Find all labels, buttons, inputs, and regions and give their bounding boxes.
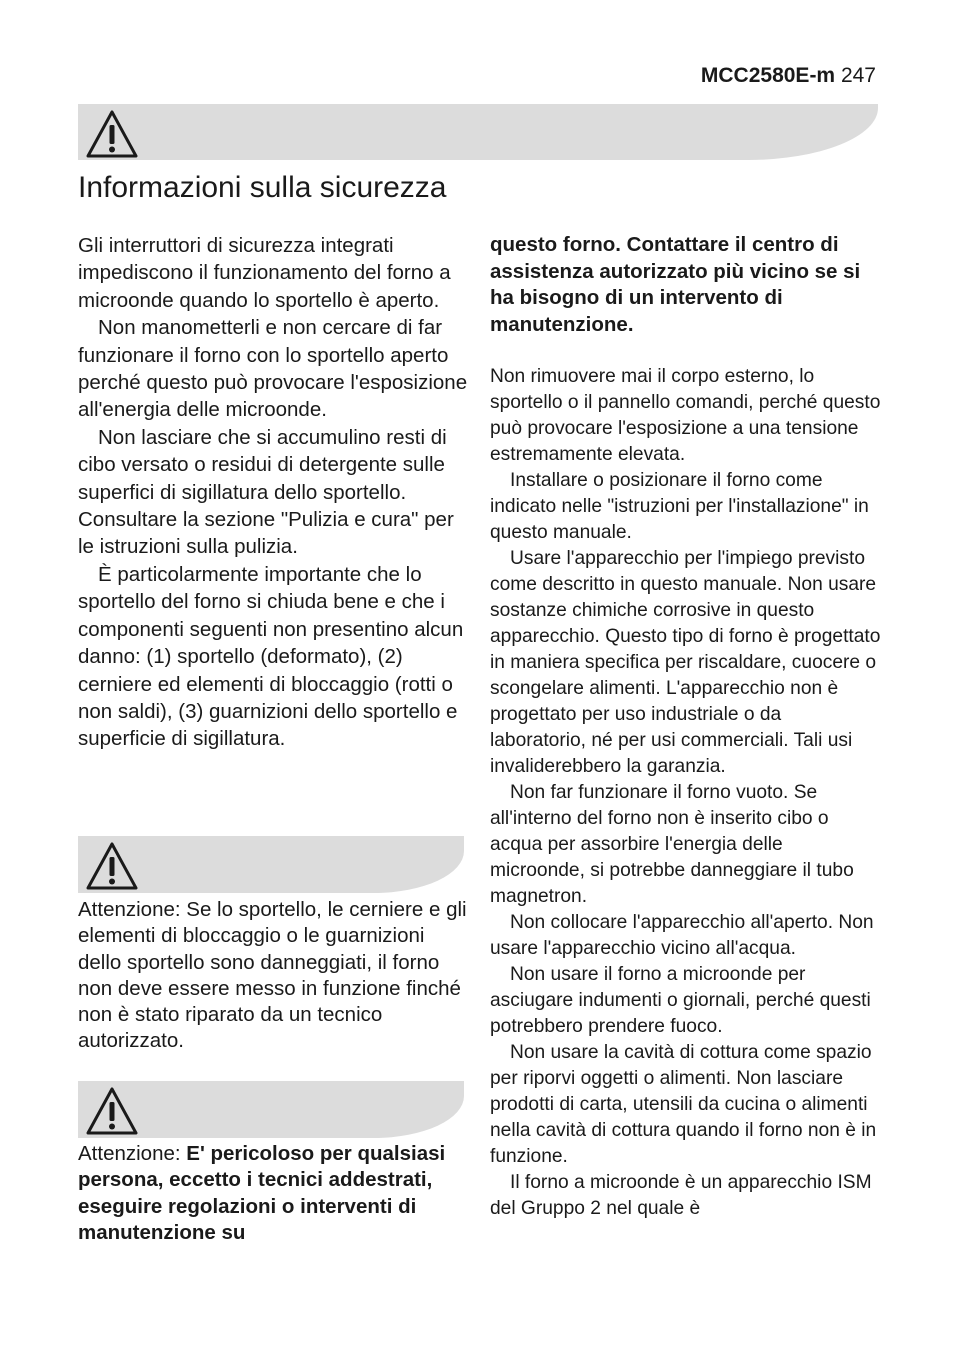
right-column-continuation xyxy=(490,232,882,338)
warning-text-2 xyxy=(78,1141,470,1246)
paragraph: Usare l'apparecchio per l'impiego previsto come descritto in questo manuale. Non usare sostanze chimiche corrosive in questo apparecchio. Questo tipo di forno è progettato in maniera specifica per riscaldare, cuocere o scongelare alimenti. L'apparecchio non è progettato per uso industriale o da laboratorio, né per usi commerciali. Tali usi invaliderebbero la garanzia. xyxy=(490,548,881,777)
warning-triangle-icon xyxy=(84,840,140,892)
warning-text-1 xyxy=(78,897,470,1055)
paragraph: Non usare la cavità di cottura come spazio per riporvi oggetti o alimenti. Non lasciare prodotti di carta, utensili da cucina o alimenti nella cavità di cottura quando il forno non è in funzione. xyxy=(490,1042,877,1167)
left-column xyxy=(78,232,468,753)
paragraph: Il forno a microonde è un apparecchio ISM del Gruppo 2 nel quale è xyxy=(490,1172,872,1219)
warning-paragraph xyxy=(78,1141,470,1246)
paragraph: Non usare il forno a microonde per asciugare indumenti o giornali, perché questi potrebbero prendere fuoco. xyxy=(490,964,871,1037)
paragraph: Gli interruttori di sicurezza integrati impediscono il funzionamento del forno a microonde quando lo sportello è aperto. xyxy=(78,234,451,312)
warning-bar-1 xyxy=(78,836,464,893)
paragraph: Non lasciare che si accumulino resti di cibo versato o residui di detergente sulle superfici di sigillatura dello sportello. Consultare la sezione "Pulizia e cura" per le istruzioni sulla pulizia. xyxy=(78,425,454,559)
paragraph: Installare o posizionare il forno come indicato nelle "istruzioni per l'installazione" in questo manuale. xyxy=(490,470,869,543)
warning-label: Attenzione: xyxy=(78,1142,187,1165)
warning-triangle-icon xyxy=(84,108,140,160)
right-column xyxy=(490,364,882,1222)
page-header xyxy=(701,62,876,90)
model-number: MCC2580E-m xyxy=(700,64,836,87)
warning-bar-top xyxy=(78,104,878,160)
paragraph: questo forno. Contattare il centro di assistenza autorizzato più vicino se si ha bisogno di un intervento di manutenzione. xyxy=(490,233,861,336)
warning-bold-text: E' pericoloso per qualsiasi persona, eccetto i tecnici addestrati, eseguire regolazioni o interventi di manutenzione su xyxy=(78,1142,446,1244)
warning-triangle-icon xyxy=(84,1085,140,1137)
paragraph: Non far funzionare il forno vuoto. Se all'interno del forno non è inserito cibo o acqua per assorbire l'energia delle microonde, si potrebbe danneggiare il tubo magnetron. xyxy=(490,782,854,907)
paragraph: Non collocare l'apparecchio all'aperto. Non usare l'apparecchio vicino all'acqua. xyxy=(490,912,874,959)
warning-bar-2 xyxy=(78,1081,464,1138)
page-number: 247 xyxy=(840,64,876,87)
paragraph: Non rimuovere mai il corpo esterno, lo sportello o il pannello comandi, perché questo può provocare l'esposizione a una tensione estremamente elevata. xyxy=(490,366,881,465)
page-title: Informazioni sulla sicurezza xyxy=(78,171,447,204)
paragraph: È particolarmente importante che lo sportello del forno si chiuda bene e che i componenti seguenti non presentino alcun danno: (1) sportello (deformato), (2) cerniere ed elementi di bloccaggio (rotti o non saldi), (3) guarnizioni dello sportello e superficie di sigillatura. xyxy=(78,562,464,751)
warning-paragraph: Attenzione: Se lo sportello, le cerniere e gli elementi di bloccaggio o le guarnizioni dello sportello sono danneggiati, il forno non deve essere messo in funzione finché non è stato riparato da un tecnico autorizzato. xyxy=(78,898,467,1053)
paragraph: Non manometterli e non cercare di far funzionare il forno con lo sportello aperto perché questo può provocare l'esposizione all'energia delle microonde. xyxy=(78,316,468,422)
